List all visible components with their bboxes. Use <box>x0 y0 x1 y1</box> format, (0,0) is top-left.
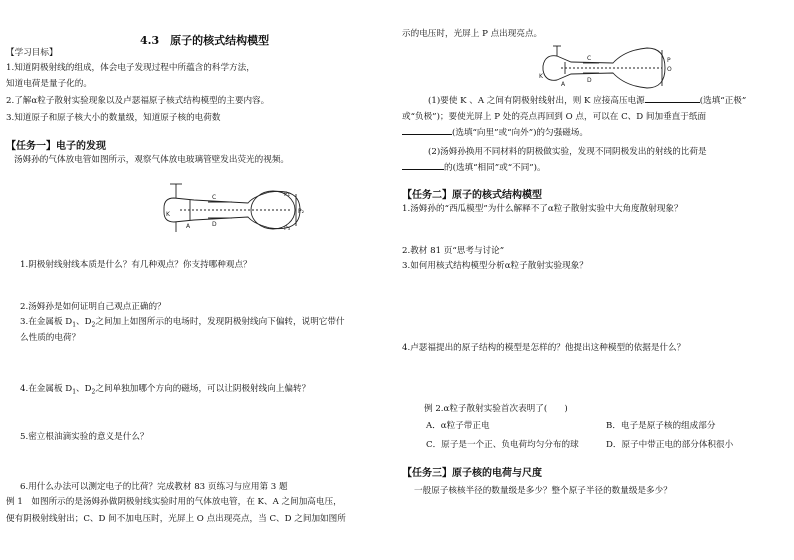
task2-heading: 【任务二】原子的核式结构模型 <box>402 190 542 201</box>
task1-heading: 【任务一】电子的发现 <box>6 141 106 152</box>
page-title: 4.3 原子的核式结构模型 <box>140 34 270 47</box>
fig1-label-p1: P₁ <box>284 191 291 198</box>
task2-q4: 4.卢瑟福提出的原子结构的模型是怎样的？他提出这种模型的依据是什么？ <box>402 343 686 353</box>
task1-q3-line2: 么性质的电荷？ <box>20 333 81 343</box>
task2-q1: 1.汤姆孙的“西瓜模型”为什么解释不了α粒子散射实验中大角度散射现象？ <box>402 204 683 214</box>
ex1-q1-line3: (选填“向里”或“向外”)的匀强磁场。 <box>402 128 588 139</box>
cathode-ray-tube-figure <box>535 42 675 94</box>
task1-q5: 5.密立根油滴实验的意义是什么？ <box>20 432 149 442</box>
example1-line2: 便有阴极射线射出；C、D 间不加电压时，光屏上 O 点出现亮点，当 C、D 之间加如图所 <box>6 514 346 524</box>
fig2-label-c: C <box>587 55 592 62</box>
fig1-label-c: C <box>212 194 217 201</box>
fig2-label-o: O <box>667 66 672 73</box>
option-a[interactable]: A．α粒子带正电 <box>426 421 490 431</box>
discharge-tube-figure <box>150 166 310 252</box>
ex1-q2-line2: 的(选填“相同”或“不同”)。 <box>402 163 546 174</box>
example2-question: 例 2.α粒子散射实验首次表明了( ) <box>424 404 568 414</box>
goals-heading: 【学习目标】 <box>6 48 58 58</box>
fig2-label-a: A <box>561 81 566 88</box>
option-d[interactable]: D．原子中带正电的部分体积很小 <box>606 440 734 450</box>
task1-q2: 2.汤姆孙是如何证明自己观点正确的？ <box>20 302 166 312</box>
example1-cont: 示的电压时，光屏上 P 点出现亮点。 <box>402 29 543 39</box>
goal-3: 3.知道原子和原子核大小的数量级，知道原子核的电荷数 <box>6 113 221 123</box>
fig1-label-a: A <box>186 223 191 230</box>
fig1-label-p2: P₂ <box>298 208 305 215</box>
answer-blank-1[interactable] <box>645 102 700 103</box>
goal-1: 1.知道阴极射线的组成，体会电子发现过程中所蕴含的科学方法， <box>6 63 255 73</box>
fig1-label-d: D <box>212 221 217 228</box>
task1-q3-line1: 3.在金属板 $D_1$、$D_2$之间加上如图所示的电场时，发现阴极射线向下偏转，说明它带什 <box>20 317 345 329</box>
fig2-label-d: D <box>587 77 592 84</box>
task1-q6: 6.用什么办法可以测定电子的比荷？完成教材 83 页练习与应用第 3 题 <box>20 482 288 492</box>
example1-line1: 例 1 如图所示的是汤姆孙做阴极射线实验时用的气体放电管，在 K、A 之间加高电压， <box>6 497 342 507</box>
answer-blank-2[interactable] <box>402 134 452 135</box>
option-b[interactable]: B．电子是原子核的组成部分 <box>606 421 716 431</box>
fig2-label-p: P <box>667 57 671 64</box>
goal-2: 2.了解α粒子散射实验现象以及卢瑟福原子核式结构模型的主要内容。 <box>6 96 270 106</box>
fig1-label-k: K <box>166 211 170 218</box>
task3-q1: 一般原子核核半径的数量级是多少？整个原子半径的数量级是多少？ <box>414 486 672 496</box>
task1-q4: 4.在金属板 $D_1$、$D_2$之间单独加哪个方向的磁场，可以让阴极射线向上偏转？ <box>20 384 311 396</box>
task1-intro: 汤姆孙的气体放电管如图所示，观察气体放电玻璃管壁发出荧光的视频。 <box>14 155 290 165</box>
option-c[interactable]: C．原子是一个正、负电荷均匀分布的球 <box>426 440 579 450</box>
ex1-q2-line1: (2)汤姆孙换用不同材料的阴极做实验，发现不同阴极发出的射线的比荷是 <box>428 147 707 157</box>
fig1-label-p3: P₃ <box>284 225 291 232</box>
answer-blank-3[interactable] <box>402 169 444 170</box>
task2-q3: 3.如何用核式结构模型分析α粒子散射实验现象？ <box>402 261 588 271</box>
ex1-q1-line2: 或“负极”)；要使光屏上 P 处的亮点再回到 O 点，可以在 C、D 间加垂直于纸面 <box>402 112 707 122</box>
task2-q2: 2.教材 81 页“思考与讨论” <box>402 246 505 256</box>
ex1-q1-line1: (1)要使 K 、A 之间有阴极射线射出，则 K 应接高压电源 (选填“正极” <box>428 96 747 106</box>
task3-heading: 【任务三】原子核的电荷与尺度 <box>402 468 542 479</box>
goal-1-cont: 知道电荷是量子化的。 <box>6 79 92 89</box>
fig2-label-k: K <box>539 73 543 80</box>
task1-q1: 1.阴极射线射线本质是什么？有几种观点？你支持哪种观点？ <box>20 260 252 270</box>
